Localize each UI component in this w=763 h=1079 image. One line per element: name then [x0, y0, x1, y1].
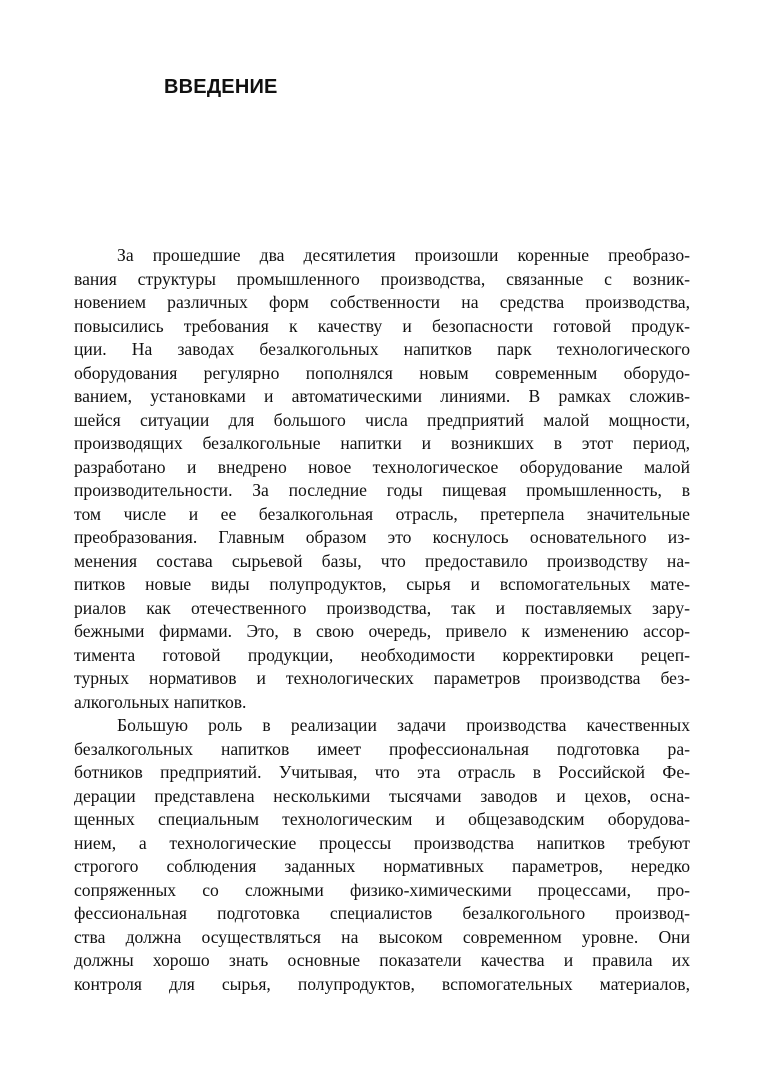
text-line: шейся ситуации для большого числа предприятий малой мощности,: [74, 409, 690, 430]
text-line: преобразования. Главным образом это коснулось основательного из-: [74, 527, 690, 547]
text-line: ции. На заводах безалкогольных напитков парк технологического: [74, 339, 690, 359]
text-line: алкогольных напитков.: [74, 691, 247, 712]
paragraph-2: [74, 714, 690, 996]
text-line: За прошедшие два десятилетия произошли коренные преобразо-: [117, 245, 690, 265]
text-line: щенных специальным технологическим и общезаводским оборудова-: [74, 809, 690, 829]
section-heading: ВВЕДЕНИЕ: [164, 76, 278, 98]
text-line: том числе и ее безалкогольная отрасль, претерпела значительные: [74, 503, 690, 524]
text-line: бежными фирмами. Это, в свою очередь, привело к изменению ассор-: [74, 621, 690, 641]
text-line: турных нормативов и технологических параметров производства без-: [74, 668, 690, 688]
text-line: ботников предприятий. Учитывая, что эта отрасль в Российской Фе-: [74, 762, 690, 782]
text-line: повысились требования к качеству и безопасности готовой продук-: [74, 315, 690, 336]
text-line: дерации представлена несколькими тысячами заводов и цехов, осна-: [74, 785, 690, 806]
text-line: контроля для сырья, полупродуктов, вспомогательных материалов,: [74, 973, 690, 994]
text-line: менения состава сырьевой базы, что предоставило производству на-: [74, 550, 690, 571]
text-line: разработано и внедрено новое технологическое оборудование малой: [74, 456, 690, 477]
text-line: нием, а технологические процессы производства напитков требуют: [74, 832, 690, 853]
text-line: ства должна осуществляться на высоком современном уровне. Они: [74, 926, 690, 947]
body-text: [74, 244, 690, 996]
text-line: сопряженных со сложными физико-химическими процессами, про-: [74, 879, 690, 900]
text-line: производительности. За последние годы пищевая промышленность, в: [74, 480, 690, 500]
text-line: питков новые виды полупродуктов, сырья и вспомогательных мате-: [74, 574, 690, 594]
text-line: тимента готовой продукции, необходимости корректировки рецеп-: [74, 644, 690, 665]
text-line: фессиональная подготовка специалистов безалкогольного производ-: [74, 903, 690, 923]
text-line: должны хорошо знать основные показатели качества и правила их: [74, 950, 690, 970]
text-line: новением различных форм собственности на средства производства,: [74, 292, 690, 312]
text-line: безалкогольных напитков имеет профессиональная подготовка ра-: [74, 738, 690, 759]
text-line: строгого соблюдения заданных нормативных параметров, нередко: [74, 856, 690, 876]
text-line: производящих безалкогольные напитки и возникших в этот период,: [74, 433, 690, 453]
text-line: вания структуры промышленного производства, связанные с возник-: [74, 268, 690, 289]
text-line: оборудования регулярно пополнялся новым современным оборудо-: [74, 362, 690, 383]
text-line: риалов как отечественного производства, так и поставляемых зару-: [74, 597, 690, 618]
paragraph-1: [74, 244, 690, 714]
text-line: Большую роль в реализации задачи производства качественных: [117, 715, 690, 735]
text-line: ванием, установками и автоматическими линиями. В рамках сложив-: [74, 386, 690, 406]
